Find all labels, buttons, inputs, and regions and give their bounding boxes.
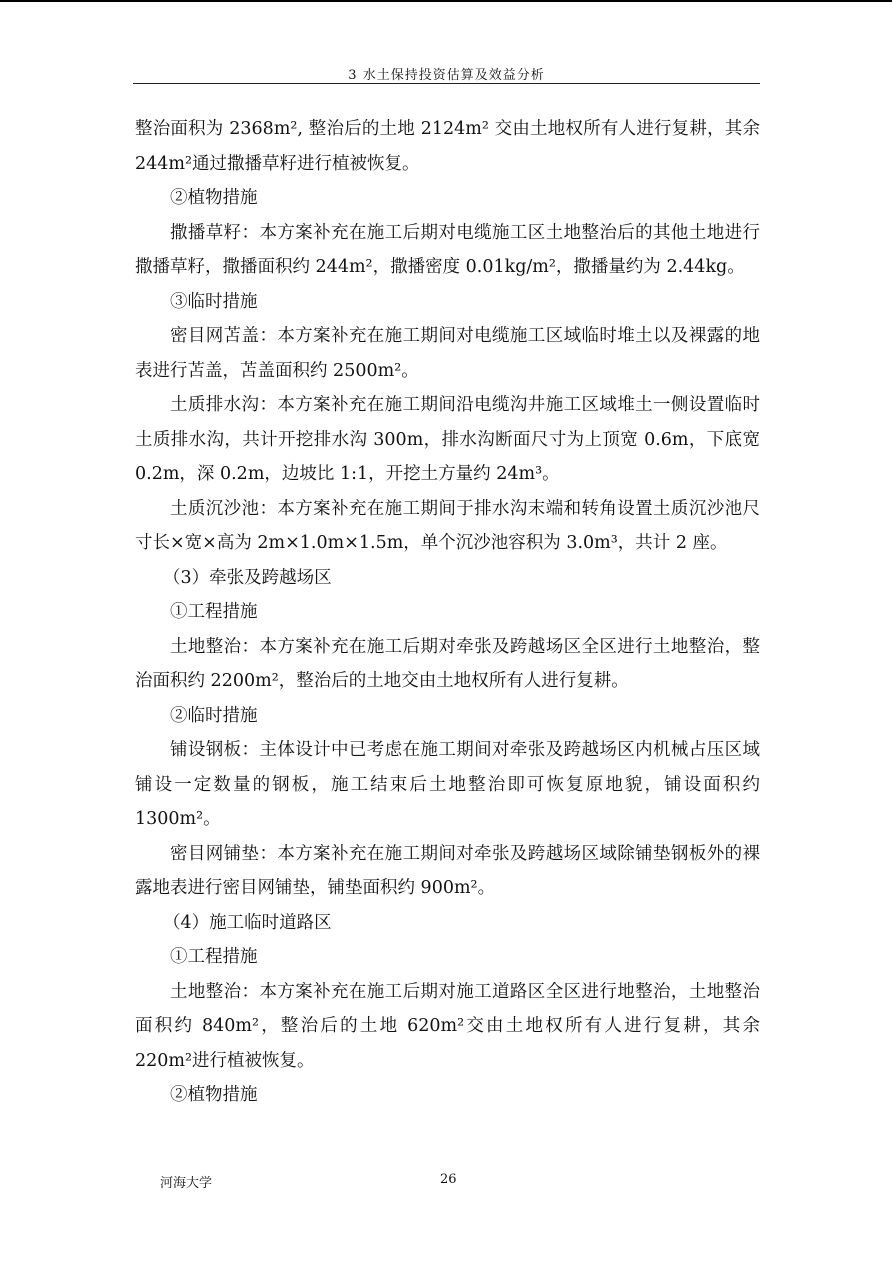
subheading-plant-measures: ②植物措施 xyxy=(170,188,258,208)
footer-institution: 河海大学 xyxy=(160,1176,213,1191)
paragraph-sedimentation-basin: 土质沉沙池：本方案补充在施工期间于排水沟末端和转角设置土质沉沙池尺寸长×宽×高为 2m×1.0m×1.5m，单个沉沙池容积为 3.0m³，共计 2 座。 xyxy=(135,498,760,553)
paragraph-mesh-padding: 密目网铺垫：本方案补充在施工期间对牵张及跨越场区域除铺垫钢板外的裸露地表进行密目网铺垫，铺垫面积约 900m²。 xyxy=(135,843,760,898)
subheading-temporary-measures-2: ②临时措施 xyxy=(170,705,258,726)
section-heading-tension-crossing: （3）牵张及跨越场区 xyxy=(163,567,332,588)
page-top-border xyxy=(0,0,892,2)
running-header: 3 水土保持投资估算及效益分析 xyxy=(348,68,545,83)
subheading-plant-measures-2: ②植物措施 xyxy=(170,1085,258,1105)
paragraph-road-remediation: 土地整治：本方案补充在施工后期对施工道路区全区进行地整治，土地整治面积约 840m²，整治后的土地 620m²交由土地权所有人进行复耕，其余 220m²进行植被恢复。 xyxy=(135,981,760,1071)
subheading-engineering-measures: ①工程措施 xyxy=(170,602,258,622)
paragraph-drainage-ditch: 土质排水沟：本方案补充在施工期间沿电缆沟井施工区域堆土一侧设置临时土质排水沟，共计开挖排水沟 300m，排水沟断面尺寸为上顶宽 0.6m，下底宽 0.2m，深 0.2m，边坡比 1:1，开挖土方量约 24m³。 xyxy=(135,395,760,484)
paragraph-land-area: 整治面积为 2368m², 整治后的土地 2124m² 交由土地权所有人进行复耕，其余 244m²通过撒播草籽进行植被恢复。 xyxy=(135,119,760,174)
header-rule xyxy=(133,83,760,84)
body-content xyxy=(135,112,760,1113)
paragraph-land-remediation: 土地整治：本方案补充在施工后期对牵张及跨越场区全区进行土地整治，整治面积约 2200m²，整治后的土地交由土地权所有人进行复耕。 xyxy=(135,636,760,691)
section-heading-temp-roads: （4）施工临时道路区 xyxy=(163,912,332,933)
subheading-engineering-measures-2: ①工程措施 xyxy=(170,947,258,967)
page-number: 26 xyxy=(440,1172,457,1187)
paragraph-grass-seeding: 撒播草籽：本方案补充在施工后期对电缆施工区土地整治后的其他土地进行撒播草籽，撒播面积约 244m²，撒播密度 0.01kg/m²，撒播量约为 2.44kg。 xyxy=(135,222,760,277)
subheading-temporary-measures: ③临时措施 xyxy=(170,291,258,312)
paragraph-steel-plates: 铺设钢板：主体设计中已考虑在施工期间对牵张及跨越场区内机械占压区域铺设一定数量的钢板，施工结束后土地整治即可恢复原地貌，铺设面积约 1300m²。 xyxy=(135,740,760,829)
paragraph-mesh-cover: 密目网苫盖：本方案补充在施工期间对电缆施工区域临时堆土以及裸露的地表进行苫盖，苫盖面积约 2500m²。 xyxy=(135,326,760,381)
